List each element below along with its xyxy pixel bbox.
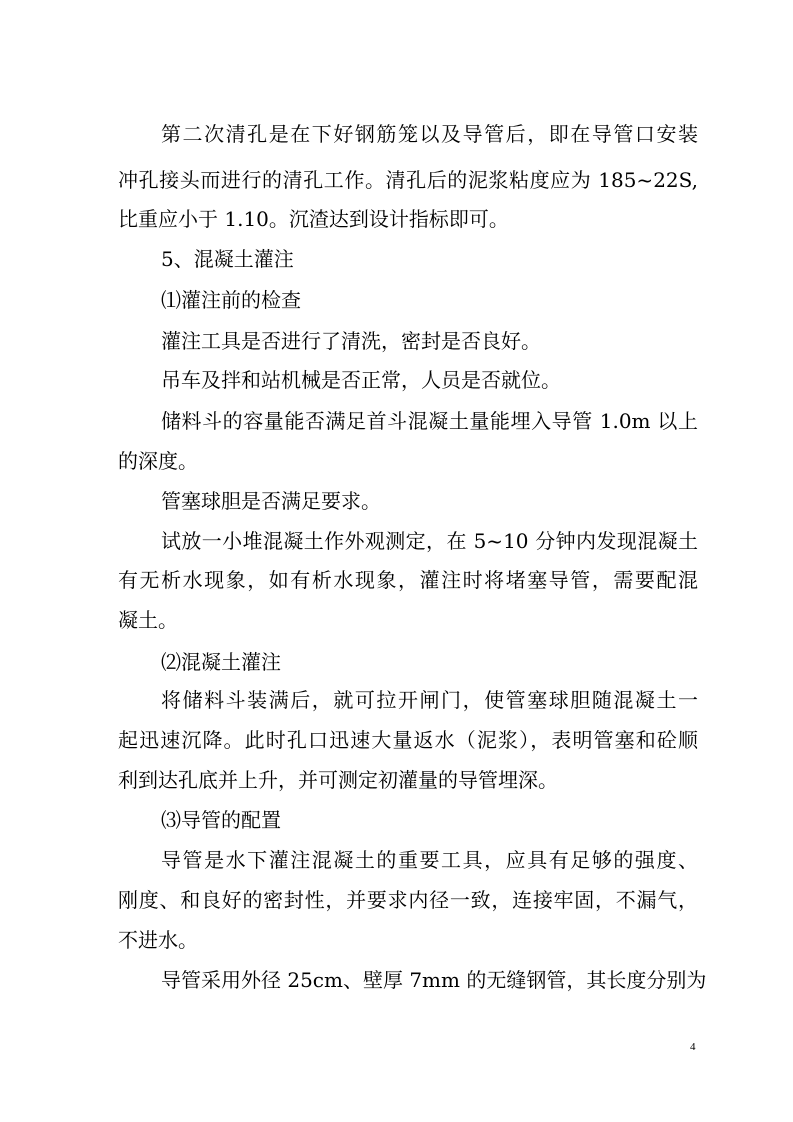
text-line: 比重应小于 1.10。沉渣达到设计指标即可。 <box>118 207 509 231</box>
text-line: 导管采用外径 25cm、壁厚 7mm 的无缝钢管，其长度分别为 <box>161 968 707 992</box>
subsection-heading: ⑶导管的配置 <box>161 808 281 832</box>
text-line: 将储料斗装满后，就可拉开闸门，使管塞球胆随混凝土一 <box>161 688 698 712</box>
text-line: 有无析水现象，如有析水现象，灌注时将堵塞导管，需要配混 <box>118 568 698 592</box>
text-line: 管塞球胆是否满足要求。 <box>161 489 381 513</box>
text-line: 灌注工具是否进行了清洗，密封是否良好。 <box>161 329 541 353</box>
text-line: 试放一小堆混凝土作外观测定，在 5~10 分钟内发现混凝土 <box>161 529 698 553</box>
text-line: 冲孔接头而进行的清孔工作。清孔后的泥浆粘度应为 185~22S, <box>118 168 698 192</box>
page-number: 4 <box>690 1041 696 1053</box>
text-line: 第二次清孔是在下好钢筋笼以及导管后，即在导管口安装 <box>161 122 698 146</box>
text-line: 利到达孔底并上升，并可测定初灌量的导管埋深。 <box>118 768 558 792</box>
text-line: 导管是水下灌注混凝土的重要工具，应具有足够的强度、 <box>161 848 698 872</box>
text-line: 的深度。 <box>118 449 198 473</box>
text-line: 起迅速沉降。此时孔口迅速大量返水（泥浆），表明管塞和砼顺 <box>118 728 698 752</box>
text-line: 刚度、和良好的密封性，并要求内径一致，连接牢固，不漏气， <box>118 888 698 912</box>
text-line: 凝土。 <box>118 608 178 632</box>
section-heading: 5、混凝土灌注 <box>161 247 294 271</box>
text-line: 吊车及拌和站机械是否正常，人员是否就位。 <box>161 368 561 392</box>
text-line: 储料斗的容量能否满足首斗混凝土量能埋入导管 1.0m 以上 <box>161 409 698 433</box>
text-line: 不进水。 <box>118 928 198 952</box>
subsection-heading: ⑴灌注前的检查 <box>161 288 301 312</box>
subsection-heading: ⑵混凝土灌注 <box>161 650 281 674</box>
